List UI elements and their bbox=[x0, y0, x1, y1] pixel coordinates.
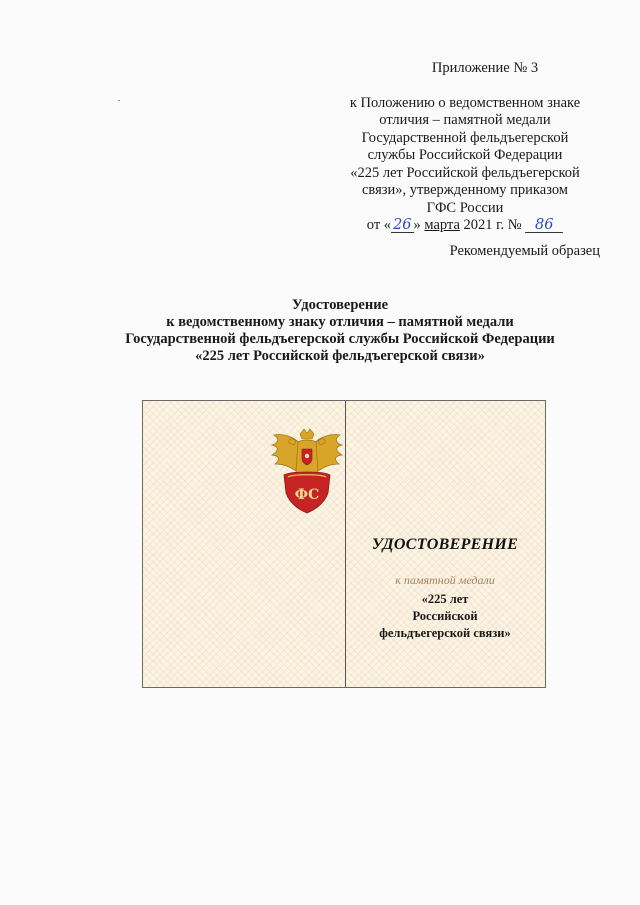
appendix-title: Приложение № 3 bbox=[431, 60, 539, 76]
appendix-line: Государственной фельдъегерской bbox=[361, 129, 569, 146]
appendix-line: «225 лет Российской фельдъегерской bbox=[350, 164, 580, 181]
certificate-subtitle: к памятной медали bbox=[395, 573, 495, 587]
medal-name-line: Российской bbox=[412, 609, 478, 623]
medal-name-line: «225 лет bbox=[421, 592, 469, 606]
appendix-line: к Положению о ведомственном знаке bbox=[349, 94, 581, 111]
scan-speck bbox=[118, 100, 120, 101]
order-month: марта bbox=[424, 217, 460, 233]
recommended-sample-label: Рекомендуемый образец bbox=[449, 243, 600, 259]
document-heading bbox=[60, 297, 620, 365]
handwritten-order-number: 86 bbox=[525, 218, 563, 233]
appendix-line: ГФС России bbox=[426, 199, 504, 216]
double-headed-eagle-emblem-icon bbox=[266, 427, 348, 515]
appendix-line: связи», утвержденному приказом bbox=[362, 182, 568, 198]
order-year: 2021 г. № bbox=[463, 217, 522, 233]
certificate-medal-name bbox=[346, 591, 544, 642]
heading-line: Государственной фельдъегерской службы Российской Федерации bbox=[125, 331, 555, 347]
handwritten-day: 26 bbox=[393, 217, 412, 233]
appendix-block bbox=[330, 60, 600, 235]
medal-name-line: фельдъегерской связи» bbox=[379, 626, 511, 640]
order-prefix: от « bbox=[366, 217, 392, 233]
appendix-line: службы Российской Федерации bbox=[367, 147, 563, 163]
certificate-title: УДОСТОВЕРЕНИЕ bbox=[371, 536, 519, 553]
order-date-line bbox=[330, 217, 600, 235]
heading-line: к ведомственному знаку отличия – памятной медали bbox=[166, 314, 514, 330]
appendix-line: отличия – памятной медали bbox=[379, 112, 551, 128]
emblem-letters: ФС bbox=[294, 487, 320, 503]
heading-line: Удостоверение bbox=[292, 297, 388, 313]
heading-line: «225 лет Российской фельдъегерской связи» bbox=[195, 348, 485, 364]
order-quote-close: » bbox=[413, 217, 421, 233]
